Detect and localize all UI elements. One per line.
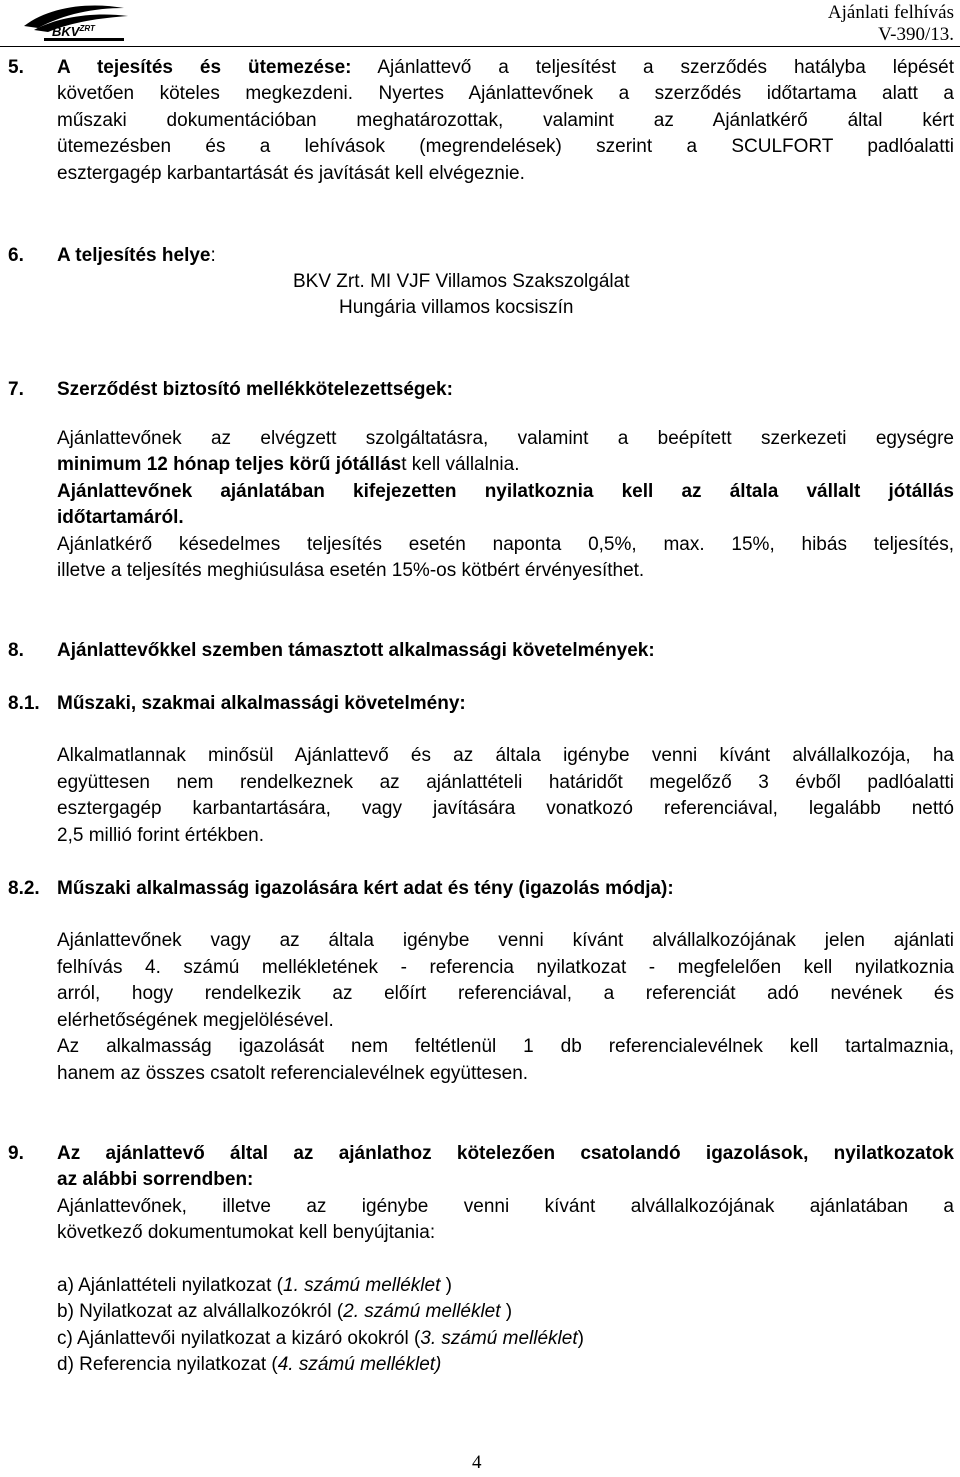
document-list-item: d) Referencia nyilatkozat (4. számú melléklet) — [57, 1354, 442, 1375]
document-list-item: a) Ajánlattételi nyilatkozat (1. számú melléklet ) — [57, 1275, 452, 1296]
delivery-place-line-2: Hungária villamos kocsiszín — [339, 297, 574, 318]
section-7-p2-line-2: időtartamáról. — [57, 507, 184, 528]
section-7-p1-line-2: minimum 12 hónap teljes körű jótállást kell vállalnia. — [57, 454, 520, 475]
section-8-2-line-4: elérhetőségének megjelölésével. — [57, 1010, 334, 1031]
bkv-logo — [20, 0, 132, 44]
section-8-title: Ajánlattevőkkel szemben támasztott alkalmassági követelmények: — [57, 640, 655, 661]
section-8-1-line-1: Alkalmatlannak minősül Ajánlattevő és az általa igénybe venni kívánt alvállalkozója, ha — [57, 745, 954, 766]
section-7-p1-line-1: Ajánlattevőnek az elvégzett szolgáltatásra, valamint a beépített szerkezeti egységre — [57, 428, 954, 449]
section-8-number: 8. — [8, 640, 24, 661]
section-8-1-line-2: együttesen nem rendelkeznek az ajánlattételi határidőt megelőző 3 évből padlóalatti — [57, 772, 954, 793]
section-7-number: 7. — [8, 379, 24, 400]
section-8-1-number: 8.1. — [8, 693, 40, 714]
section-8-2-number: 8.2. — [8, 878, 40, 899]
section-5-line-4: ütemezésben és a lehívások (megrendelések) szerint a SCULFORT padlóalatti — [57, 136, 954, 157]
section-5-line-5: esztergagép karbantartását és javítását kell elvégeznie. — [57, 163, 525, 184]
warranty-term: minimum 12 hónap teljes körű jótállás — [57, 454, 402, 475]
delivery-place-line-1: BKV Zrt. MI VJF Villamos Szakszolgálat — [293, 271, 630, 292]
header-divider — [0, 46, 960, 47]
section-7-p2-line-1: Ajánlattevőnek ajánlatában kifejezetten nyilatkoznia kell az általa vállalt jótállás — [57, 481, 954, 502]
section-5-title: A tejesítés és ütemezése: — [57, 57, 352, 78]
section-9-line-1: Ajánlattevőnek, illetve az igénybe venni kívánt alvállalkozójának ajánlatában a — [57, 1196, 954, 1217]
document-code: V-390/13. — [878, 24, 954, 45]
section-5-line-1: A tejesítés és ütemezése: Ajánlattevő a teljesítést a szerződés hatályba lépését — [57, 57, 955, 78]
section-8-2-line-5: Az alkalmasság igazolását nem feltétlenül 1 db referencialevélnek kell tartalmaznia, — [57, 1036, 954, 1057]
section-9-line-2: következő dokumentumokat kell benyújtania: — [57, 1222, 436, 1243]
section-6-title: A teljesítés helye — [57, 245, 211, 266]
section-8-2-line-3: arról, hogy rendelkezik az előírt referenciával, a referenciát adó nevének és — [57, 983, 954, 1004]
section-7-p3-line-2: illetve a teljesítés meghiúsulása esetén 15%-os kötbért érvényesíthet. — [57, 560, 645, 581]
document-list-item: c) Ajánlattevői nyilatkozat a kizáró okokról (3. számú melléklet) — [57, 1328, 584, 1349]
section-5-line-3: műszaki dokumentációban meghatározottak, valamint az Ajánlatkérő által kért — [57, 110, 954, 131]
document-list-item: b) Nyilatkozat az alvállalkozókról (2. számú melléklet ) — [57, 1301, 513, 1322]
section-5-number: 5. — [8, 57, 24, 78]
section-8-1-line-3: esztergagép karbantartására, vagy javítására vonatkozó referenciával, legalább nettó — [57, 798, 954, 819]
section-8-2-title: Műszaki alkalmasság igazolására kért adat és tény (igazolás módja): — [57, 878, 674, 899]
logo-text: $BKV^{ZRT}$ — [52, 24, 95, 39]
section-6-number: 6. — [8, 245, 24, 266]
section-6-title-line: A teljesítés helye: — [57, 245, 216, 266]
section-8-2-line-6: hanem az összes csatolt referencialevélnek együttesen. — [57, 1063, 529, 1084]
section-8-1-title: Műszaki, szakmai alkalmassági követelmény: — [57, 693, 466, 714]
section-9-number: 9. — [8, 1143, 24, 1164]
document-title: Ajánlati felhívás — [827, 2, 954, 23]
section-9-title-line-1: Az ajánlattevő által az ajánlathoz kötelezően csatolandó igazolások, nyilatkozatok — [57, 1143, 954, 1164]
section-8-2-line-1: Ajánlattevőnek vagy az általa igénybe venni kívánt alvállalkozójának jelen ajánlati — [57, 930, 954, 951]
section-8-2-line-2: felhívás 4. számú mellékletének - referencia nyilatkozat - megfelelően kell nyilatkoznia — [57, 957, 954, 978]
section-7-p3-line-1: Ajánlatkérő késedelmes teljesítés esetén naponta 0,5%, max. 15%, hibás teljesítés, — [57, 534, 954, 555]
section-7-title: Szerződést biztosító mellékkötelezettségek: — [57, 379, 453, 400]
section-9-title-line-2: az alábbi sorrendben: — [57, 1169, 254, 1190]
section-5-line-2: követően köteles megkezdeni. Nyertes Ajánlattevőnek a szerződés időtartama alatt a — [57, 83, 954, 104]
section-8-1-line-4: 2,5 millió forint értékben. — [57, 825, 264, 846]
document-header — [828, 2, 954, 46]
page-number: 4 — [472, 1452, 482, 1473]
